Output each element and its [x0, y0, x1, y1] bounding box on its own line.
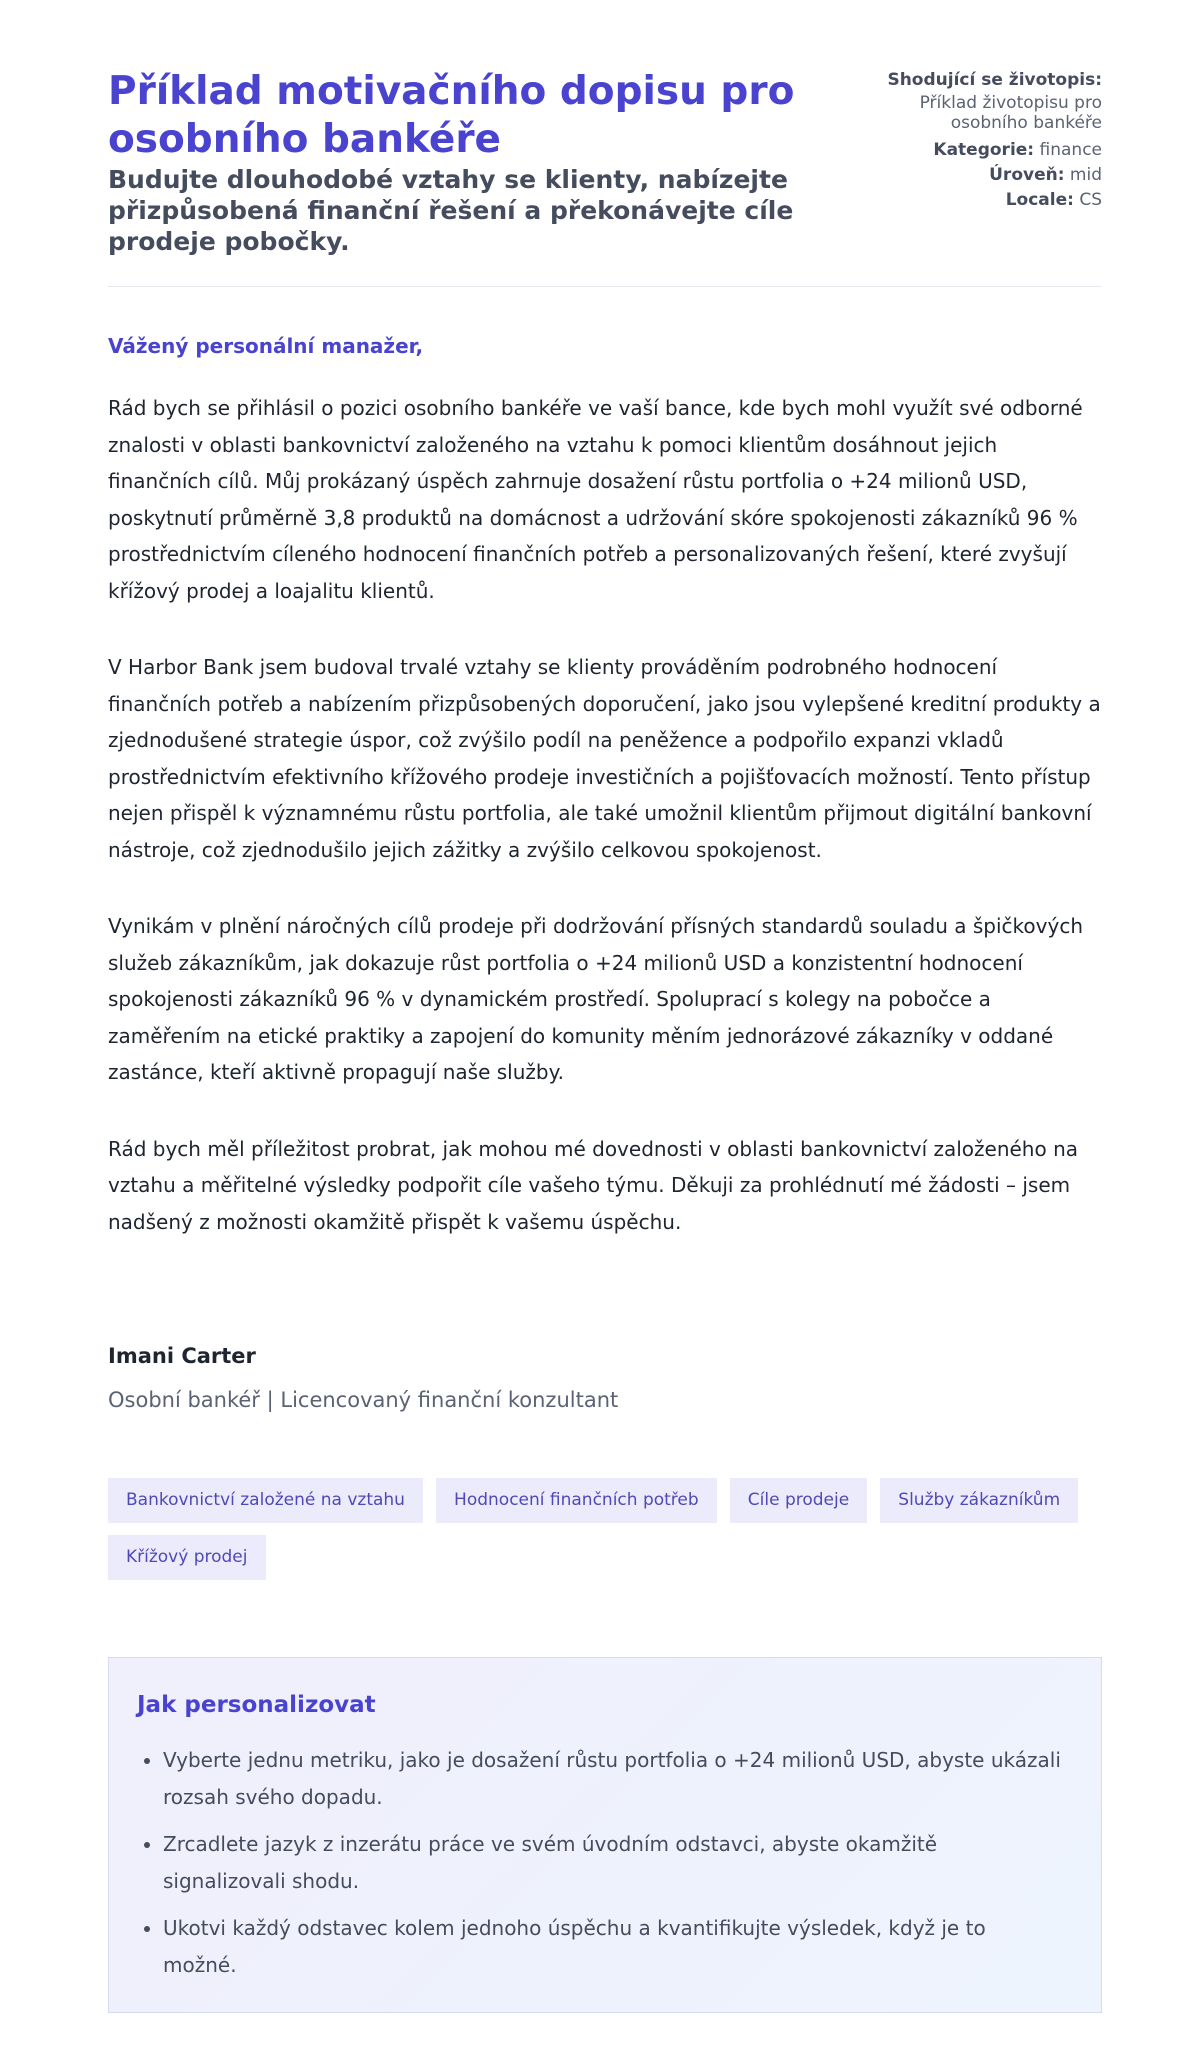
skill-tag: Služby zákazníkům: [880, 1478, 1078, 1523]
letter-paragraph: V Harbor Bank jsem budoval trvalé vztahy se klienty prováděním podrobného hodnocení finančních potřeb a nabízením přizpůsobených doporučení, jako jsou vylepšené kreditní produkty a zjednodušené strategie úspor, což zvýšilo podíl na peněžence a podpořilo expanzi vkladů prostřednictvím efektivního křížového prodeje investičních a pojišťovacích možností. Tento přístup nejen přispěl k významnému růstu portfolia, ale také umožnil klientům přijmout digitální bankovní nástroje, což zjednodušilo jejich zážitky a zvýšilo celkovou spokojenost.: [108, 655, 1101, 862]
page-title: Příklad motivačního dopisu pro osobního bankéře: [108, 69, 795, 162]
meta-panel: [842, 68, 1102, 213]
meta-category-label: Kategorie:: [933, 140, 1035, 160]
tip-item: • Zrcadlete jazyk z inzerátu práce ve svém úvodním odstavci, abyste okamžitě signalizovali shodu.: [163, 1826, 1063, 1899]
meta-resume: [842, 68, 1102, 133]
page-header: [108, 68, 1102, 257]
meta-category-value: finance: [1039, 140, 1102, 160]
meta-resume-label: Shodující se životopis:: [887, 70, 1102, 90]
meta-locale: [842, 188, 1102, 213]
letter-paragraph: Rád bych se přihlásil o pozici osobního bankéře ve vaší bance, kde bych mohl využít své odborné znalosti v oblasti bankovnictví založeného na vztahu k pomoci klientům dosáhnout jejich finančních cílů. Můj prokázaný úspěch zahrnuje dosažení růstu portfolia o +24 milionů USD, poskytnutí průměrně 3,8 produktů na domácnost a udržování skóre spokojenosti zákazníků 96 % prostřednictvím cíleného hodnocení finančních potřeb a personalizovaných řešení, které zvyšují křížový prodej a loajalitu klientů.: [108, 396, 1083, 603]
tips-title: Jak personalizovat: [137, 1692, 376, 1718]
page-subtitle: Budujte dlouhodobé vztahy se klienty, nabízejte přizpůsobená finanční řešení a překonávejte cíle prodeje pobočky.: [108, 165, 794, 256]
letter-greeting: Vážený personální manažer,: [108, 334, 424, 358]
skill-tag: Bankovnictví založené na vztahu: [108, 1478, 423, 1523]
tip-item: • Vyberte jednu metriku, jako je dosažení růstu portfolia o +24 milionů USD, abyste ukázali rozsah svého dopadu.: [163, 1742, 1063, 1815]
tip-item: • Ukotvi každý odstavec kolem jednoho úspěchu a kvantifikujte výsledek, když je to možné.: [163, 1910, 1063, 1983]
meta-level-label: Úroveň:: [989, 165, 1065, 185]
signature-name: Imani Carter: [108, 1344, 256, 1368]
letter-paragraph: Vynikám v plnění náročných cílů prodeje při dodržování přísných standardů souladu a špičkových služeb zákazníkům, jak dokazuje růst portfolia o +24 milionů USD a konzistentní hodnocení spokojenosti zákazníků 96 % v dynamickém prostředí. Spoluprací s kolegy na pobočce a zaměřením na etické praktiky a zapojení do komunity měním jednorázové zákazníky v oddané zastánce, kteří aktivně propagují naše služby.: [108, 914, 1083, 1084]
meta-resume-value: Příklad životopisu pro osobního bankéře: [919, 93, 1102, 133]
skill-tag: Hodnocení finančních potřeb: [436, 1478, 717, 1523]
skill-tag: Křížový prodej: [108, 1535, 266, 1580]
meta-category: [842, 138, 1102, 163]
header-divider: [108, 286, 1102, 287]
meta-locale-label: Locale:: [1005, 190, 1074, 210]
meta-level-value: mid: [1069, 165, 1102, 185]
skill-tag: Cíle prodeje: [730, 1478, 867, 1523]
meta-level: [842, 163, 1102, 188]
tips-list: [137, 1742, 1063, 1994]
skill-tags: [108, 1478, 1102, 1592]
letter-body: [108, 390, 1102, 1280]
letter-paragraph: Rád bych měl příležitost probrat, jak mohou mé dovednosti v oblasti bankovnictví založeného na vztahu a měřitelné výsledky podpořit cíle vašeho týmu. Děkuji za prohlédnutí mé žádosti – jsem nadšený z možnosti okamžitě přispět k vašemu úspěchu.: [108, 1136, 1079, 1234]
meta-locale-value: CS: [1079, 190, 1102, 210]
personalization-tips-box: [108, 1657, 1102, 2013]
signature-role: Osobní bankéř | Licencovaný finanční konzultant: [108, 1388, 619, 1412]
